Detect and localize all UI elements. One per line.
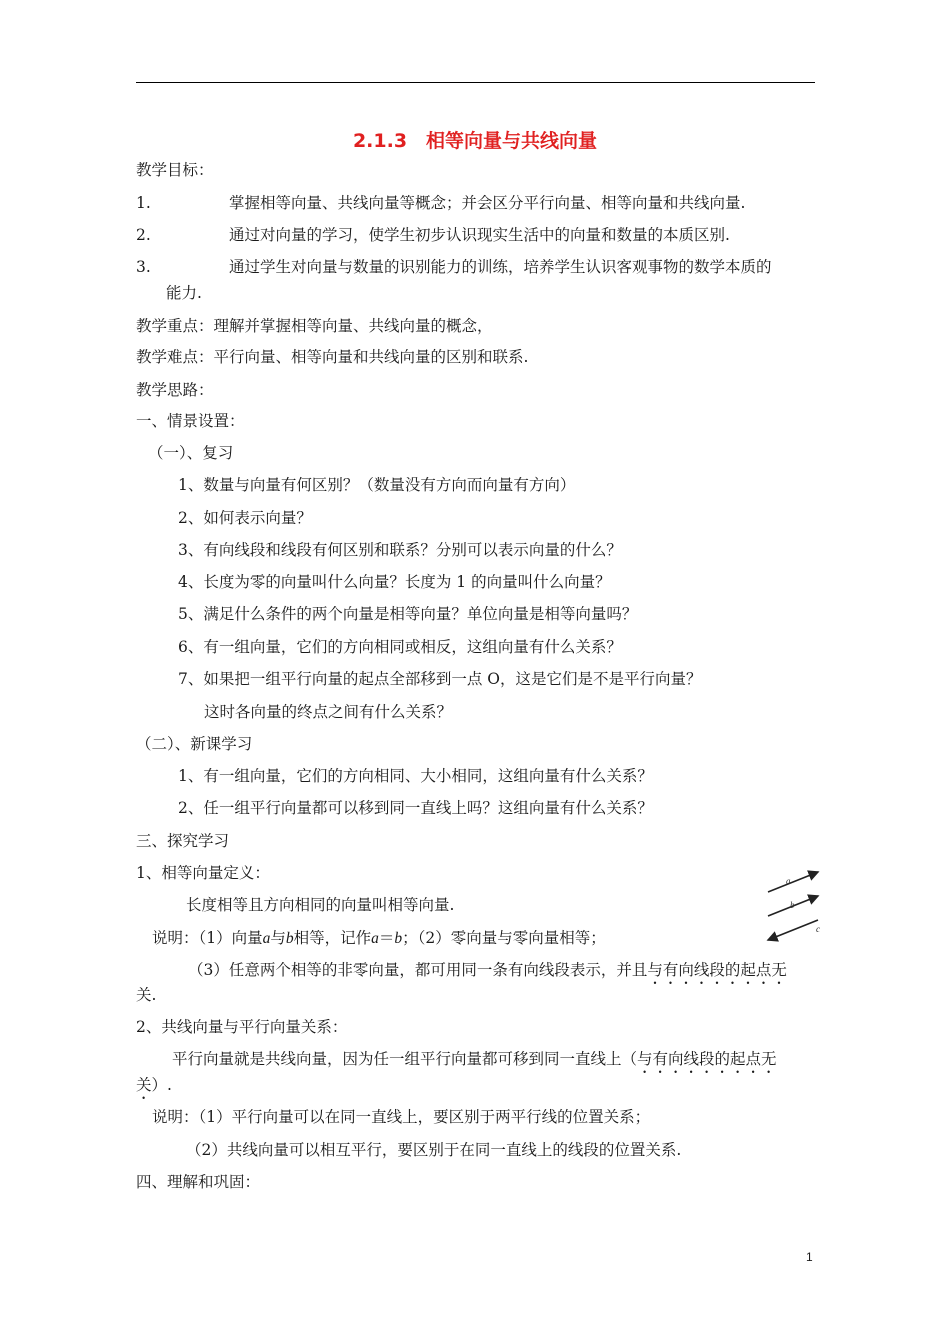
- vector-b: b: [285, 930, 294, 947]
- def-2-text: 平行向量就是共线向量，因为任一组平行向量都可移到同一直线上（与有向线段的起点无: [172, 1050, 777, 1068]
- review-item: 2、如何表示向量？: [178, 509, 312, 527]
- review-heading: （一）、复习: [148, 444, 234, 462]
- vector-a: a: [262, 930, 271, 947]
- emphasis-text: 与有向线段的起点无: [637, 1050, 777, 1068]
- section-1-heading: 一、情景设置：: [136, 412, 245, 430]
- def-2-heading: 2、共线向量与平行向量关系：: [136, 1018, 348, 1036]
- new-lesson-heading: （二）、新课学习: [136, 735, 253, 753]
- note-1b: （3）任意两个相等的非零向量，都可用同一条有向线段表示，并且与有向线段的起点无: [188, 961, 787, 979]
- objective-3-text: 通过学生对向量与数量的识别能力的训练，培养学生认识客观事物的数学本质的: [229, 258, 772, 276]
- objective-3-num: 3.: [136, 258, 151, 276]
- objectives-heading: 教学目标：: [136, 161, 214, 179]
- review-item: 1、数量与向量有何区别？（数量没有方向而向量有方向）: [178, 476, 576, 494]
- objective-1-text: 掌握相等向量、共线向量等概念；并会区分平行向量、相等向量和共线向量.: [229, 194, 746, 212]
- vector-figure: [762, 868, 824, 942]
- objective-3-cont: 能力.: [166, 284, 202, 302]
- review-item: 6、有一组向量，它们的方向相同或相反，这组向量有什么关系？: [178, 638, 622, 656]
- review-item: 5、满足什么条件的两个向量是相等向量？单位向量是相等向量吗？: [178, 605, 638, 623]
- objective-1-num: 1.: [136, 194, 151, 212]
- vector-label: c: [816, 924, 820, 934]
- review-item: 3、有向线段和线段有何区别和联系？分别可以表示向量的什么？: [178, 541, 622, 559]
- page-title: 2.1.3 相等向量与共线向量: [352, 130, 598, 152]
- review-item: 7、如果把一组平行向量的起点全部移到一点 O，这是它们是不是平行向量？: [178, 670, 702, 688]
- vector-a-arrow: [768, 872, 818, 892]
- def-2-cont: 关）.: [136, 1076, 172, 1094]
- def-1-text: 长度相等且方向相同的向量叫相等向量.: [186, 896, 455, 914]
- new-lesson-item: 2、任一组平行向量都可以移到同一直线上吗？这组向量有什么关系？: [178, 799, 653, 817]
- emphasis-text: 与有向线段的起点无: [647, 961, 787, 979]
- new-lesson-item: 1、有一组向量，它们的方向相同、大小相同，这组向量有什么关系？: [178, 767, 653, 785]
- vector-c-arrow: [768, 920, 818, 940]
- objective-2-text: 通过对向量的学习，使学生初步认识现实生活中的向量和数量的本质区别.: [229, 226, 730, 244]
- header-rule: [136, 82, 815, 83]
- key-point: 教学重点：理解并掌握相等向量、共线向量的概念，: [136, 317, 493, 335]
- objective-2-num: 2.: [136, 226, 151, 244]
- page-number: 1: [806, 1250, 813, 1264]
- def-1-heading: 1、相等向量定义：: [136, 864, 270, 882]
- approach-heading: 教学思路：: [136, 381, 214, 399]
- note-1: 说明：（1）向量a与b相等，记作a＝b；（2）零向量与零向量相等；: [152, 929, 606, 947]
- note-2b: （2）共线向量可以相互平行，要区别于在同一直线上的线段的位置关系.: [186, 1141, 682, 1159]
- review-item-cont: 这时各向量的终点之间有什么关系？: [204, 703, 453, 721]
- section-3-heading: 三、探究学习: [136, 832, 230, 850]
- review-item: 4、长度为零的向量叫什么向量？长度为 1 的向量叫什么向量？: [178, 573, 611, 591]
- note-2a: 说明：（1）平行向量可以在同一直线上，要区别于两平行线的位置关系；: [152, 1108, 651, 1126]
- vector-label: b: [790, 900, 795, 910]
- note-1b-cont: 关.: [136, 986, 157, 1004]
- section-4-heading: 四、理解和巩固：: [136, 1173, 261, 1191]
- difficulty: 教学难点：平行向量、相等向量和共线向量的区别和联系.: [136, 348, 529, 366]
- vector-label: a: [786, 876, 791, 886]
